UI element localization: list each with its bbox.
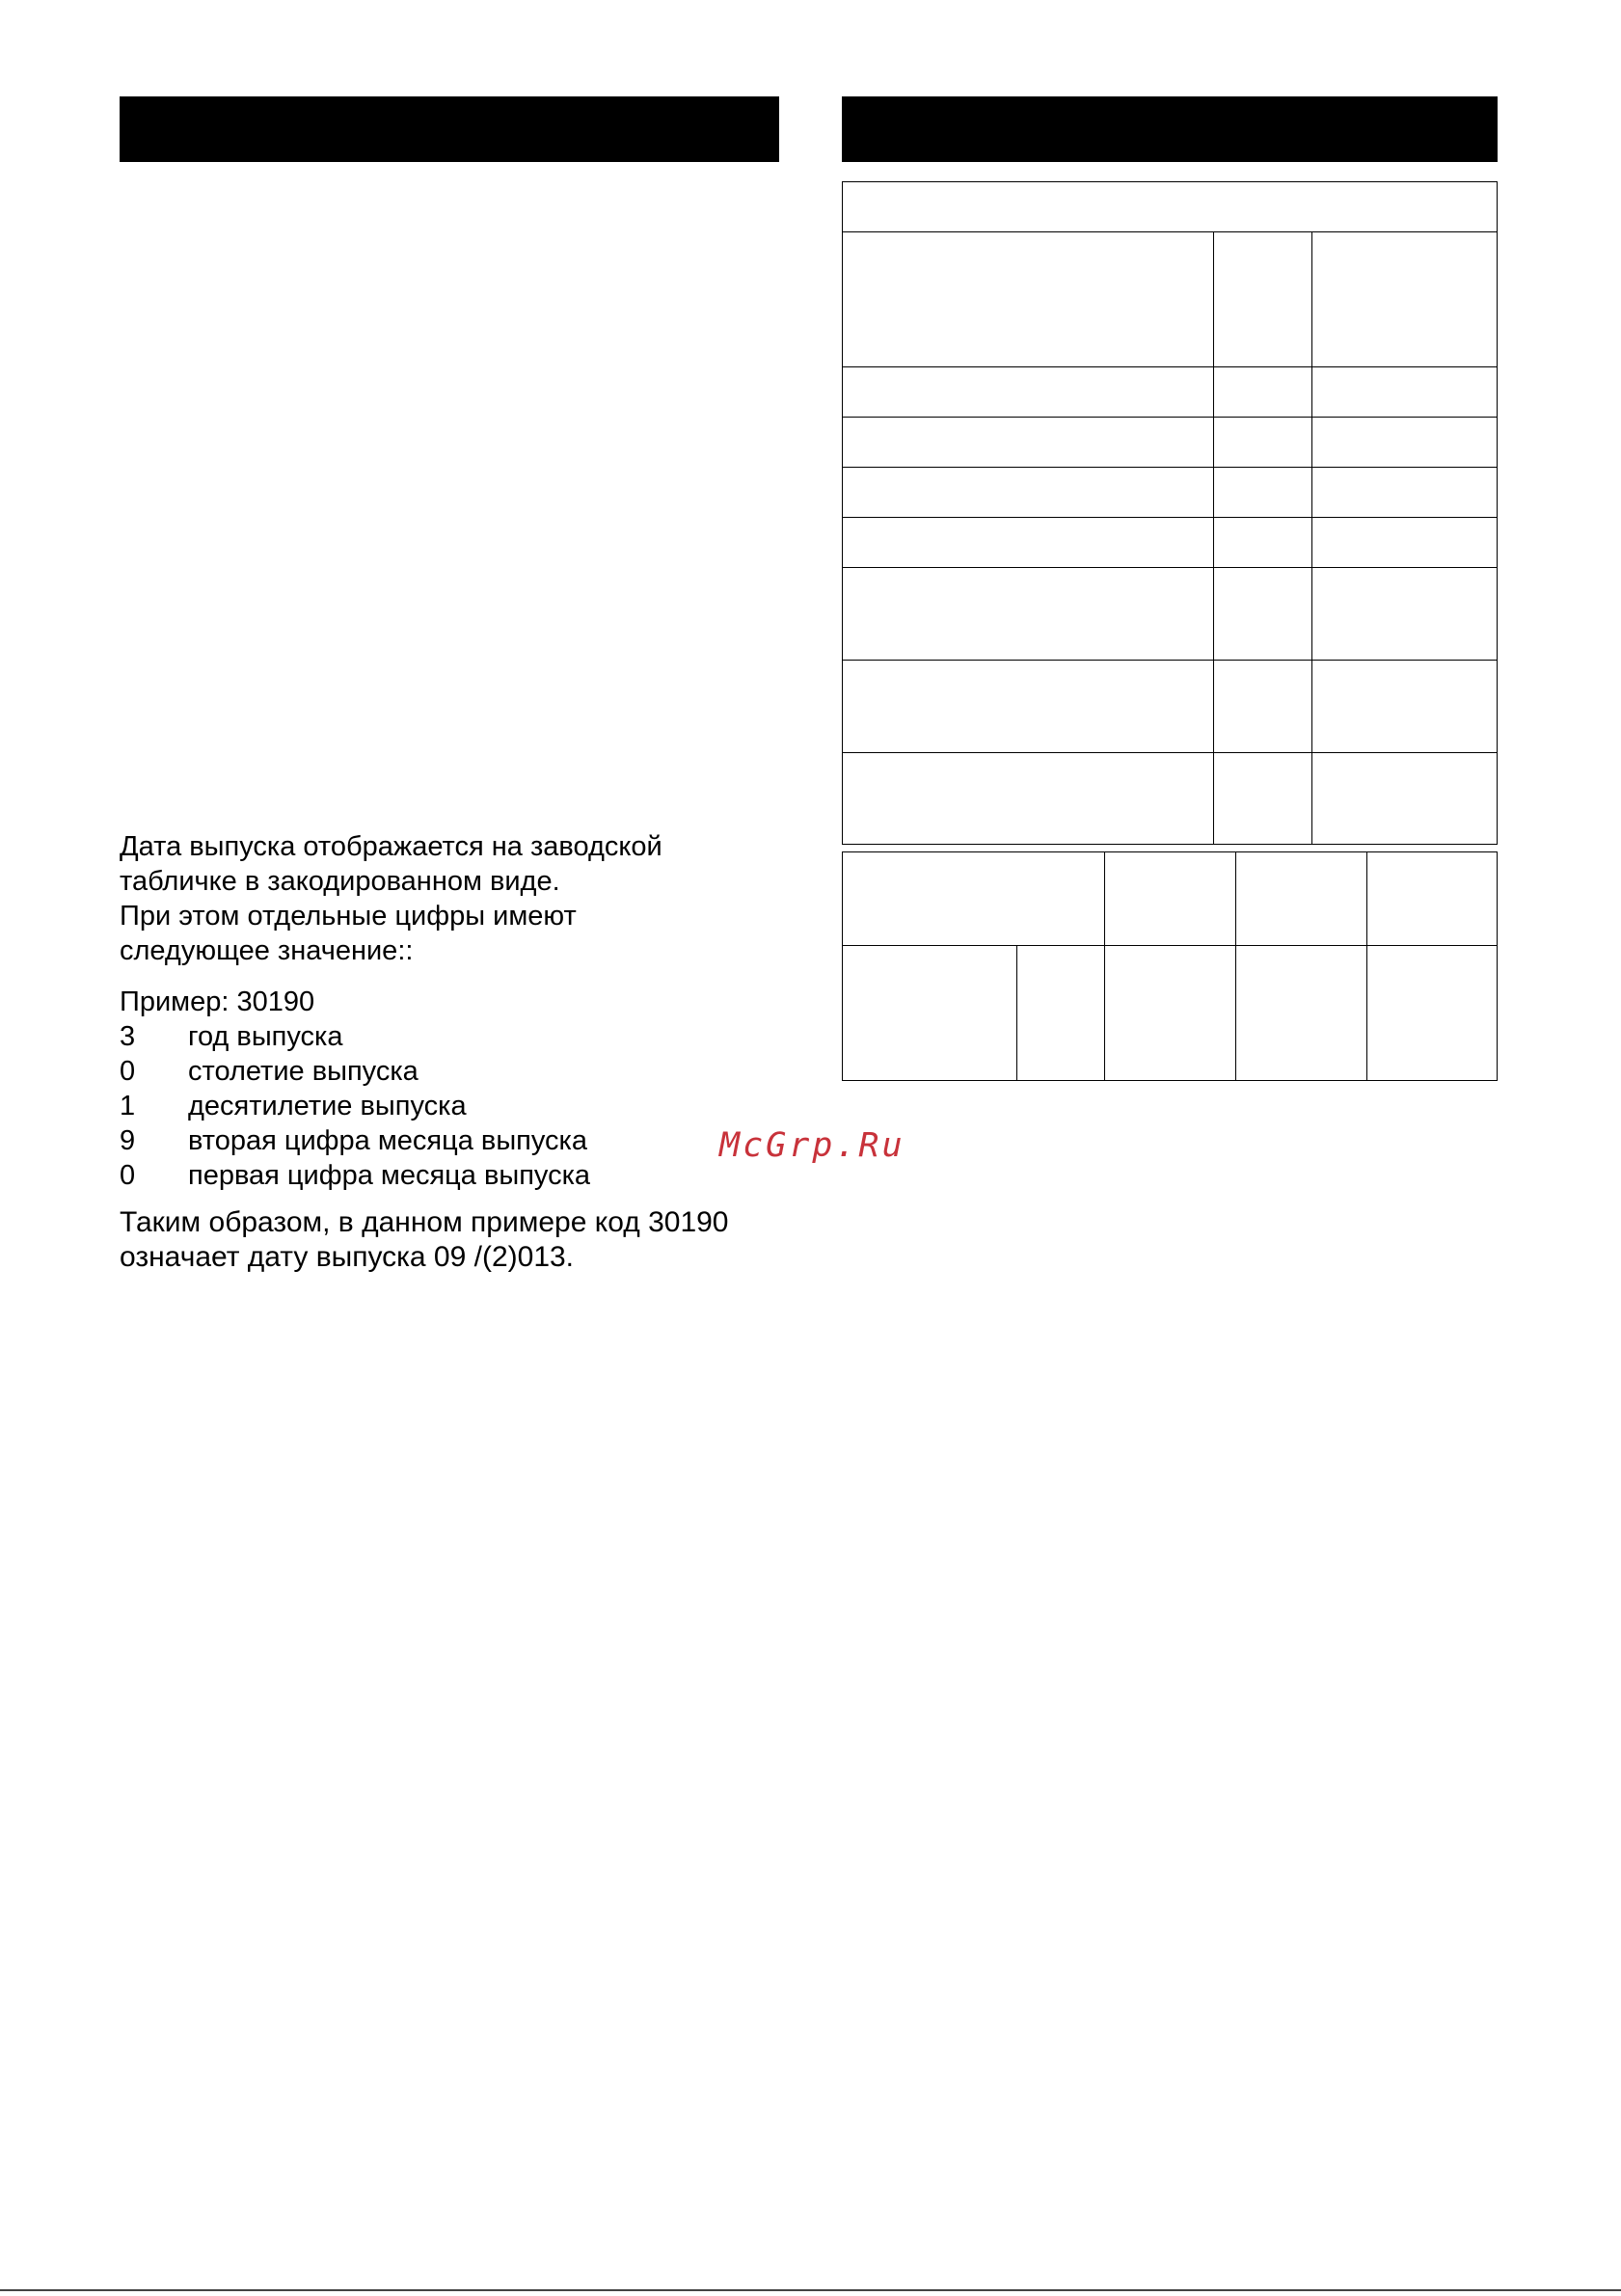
code-digit-row — [120, 1158, 814, 1193]
table-row-divider — [843, 660, 1497, 661]
code-digit-row — [120, 1019, 814, 1054]
intro-line: табличке в закодированном виде. — [120, 866, 560, 897]
table-column-divider — [1311, 231, 1312, 844]
settings-table — [842, 851, 1498, 1081]
code-digit: 3 — [120, 1021, 136, 1052]
watermark: McGrp.Ru — [719, 1126, 905, 1165]
example-conclusion — [120, 1205, 814, 1275]
code-example — [120, 985, 814, 1193]
table-row-divider — [843, 366, 1497, 367]
section-header-bar-right — [842, 96, 1498, 162]
intro-line: Дата выпуска отображается на заводской — [120, 831, 662, 862]
technical-data-table — [842, 181, 1498, 845]
table-column-divider — [1213, 231, 1214, 844]
code-digit-row — [120, 1054, 814, 1089]
section-header-bar-left — [120, 96, 779, 162]
conclusion-line: Таким образом, в данном примере код 30190 — [120, 1206, 729, 1238]
table-row-divider — [843, 945, 1497, 946]
code-digit-meaning: вторая цифра месяца выпуска — [188, 1125, 588, 1156]
table-column-divider — [1104, 852, 1105, 1080]
conclusion-line: означает дату выпуска 09 /(2)013. — [120, 1241, 575, 1273]
code-digit-row — [120, 1089, 814, 1123]
code-digit: 1 — [120, 1091, 136, 1121]
table-row-divider — [843, 517, 1497, 518]
table-row-divider — [843, 417, 1497, 418]
code-digit: 9 — [120, 1125, 136, 1156]
table-column-divider — [1235, 852, 1236, 1080]
table-column-divider — [1016, 945, 1017, 1080]
intro-line: следующее значение:: — [120, 935, 414, 966]
production-date-intro — [120, 829, 814, 968]
intro-line: При этом отдельные цифры имеют — [120, 901, 577, 932]
code-digit-meaning: год выпуска — [188, 1021, 343, 1052]
table-row-divider — [843, 231, 1497, 232]
table-row-divider — [843, 467, 1497, 468]
code-digit-meaning: столетие выпуска — [188, 1056, 419, 1087]
table-row-divider — [843, 567, 1497, 568]
table-column-divider — [1366, 852, 1367, 1080]
example-title: Пример: 30190 — [120, 986, 315, 1017]
table-row-divider — [843, 752, 1497, 753]
code-digit: 0 — [120, 1160, 136, 1191]
code-digit-meaning: первая цифра месяца выпуска — [188, 1160, 591, 1191]
code-digit-row — [120, 1123, 814, 1158]
code-digit-meaning: десятилетие выпуска — [188, 1091, 467, 1121]
footer-divider — [0, 2289, 1621, 2291]
code-digit: 0 — [120, 1056, 136, 1087]
